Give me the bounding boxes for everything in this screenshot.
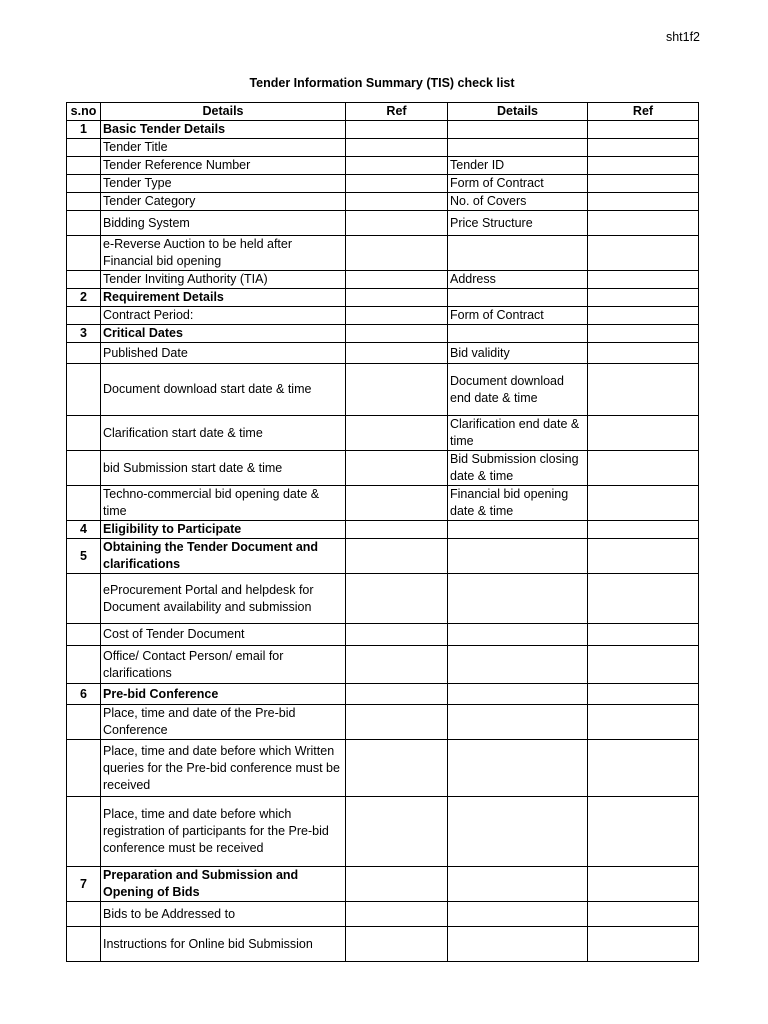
row-details-2: Tender ID <box>448 157 588 175</box>
row-ref-2 <box>588 343 699 364</box>
row-ref <box>346 325 448 343</box>
table-row <box>67 325 699 343</box>
row-details: Techno-commercial bid opening date & time <box>101 486 346 521</box>
row-details: Contract Period: <box>101 307 346 325</box>
row-number: 5 <box>67 539 101 574</box>
checklist-table <box>66 102 699 962</box>
row-number <box>67 927 101 962</box>
row-ref <box>346 705 448 740</box>
row-details: Office/ Contact Person/ email for clarifications <box>101 646 346 684</box>
row-ref <box>346 740 448 797</box>
table-row <box>67 236 699 271</box>
row-ref-2 <box>588 646 699 684</box>
row-ref-2 <box>588 175 699 193</box>
row-number <box>67 175 101 193</box>
table-row <box>67 539 699 574</box>
table-row <box>67 624 699 646</box>
row-details: Published Date <box>101 343 346 364</box>
row-number: 7 <box>67 867 101 902</box>
row-details-2 <box>448 646 588 684</box>
row-details-2 <box>448 521 588 539</box>
checklist-body <box>67 121 699 962</box>
table-row <box>67 343 699 364</box>
row-ref-2 <box>588 705 699 740</box>
row-details: Critical Dates <box>101 325 346 343</box>
table-row <box>67 211 699 236</box>
row-number <box>67 646 101 684</box>
row-details: Place, time and date of the Pre-bid Conference <box>101 705 346 740</box>
row-number <box>67 364 101 416</box>
column-header-details-2: Details <box>448 103 588 121</box>
row-number <box>67 271 101 289</box>
row-ref-2 <box>588 307 699 325</box>
row-ref <box>346 271 448 289</box>
header-row <box>67 103 699 121</box>
row-ref <box>346 574 448 624</box>
row-ref-2 <box>588 902 699 927</box>
table-row <box>67 646 699 684</box>
row-ref-2 <box>588 927 699 962</box>
row-ref-2 <box>588 486 699 521</box>
row-ref <box>346 193 448 211</box>
row-details: e-Reverse Auction to be held after Financial bid opening <box>101 236 346 271</box>
row-ref <box>346 211 448 236</box>
table-row <box>67 486 699 521</box>
row-number <box>67 193 101 211</box>
row-details-2: Form of Contract <box>448 307 588 325</box>
row-ref-2 <box>588 740 699 797</box>
table-row <box>67 416 699 451</box>
row-ref <box>346 289 448 307</box>
table-row <box>67 139 699 157</box>
row-details-2 <box>448 121 588 139</box>
row-ref-2 <box>588 211 699 236</box>
row-number: 6 <box>67 684 101 705</box>
row-ref-2 <box>588 574 699 624</box>
row-number <box>67 416 101 451</box>
row-details-2 <box>448 927 588 962</box>
row-number <box>67 797 101 867</box>
row-number <box>67 343 101 364</box>
row-ref <box>346 121 448 139</box>
row-details: Place, time and date before which registration of participants for the Pre-bid conference must be received <box>101 797 346 867</box>
row-ref-2 <box>588 867 699 902</box>
table-row <box>67 521 699 539</box>
table-row <box>67 175 699 193</box>
row-ref <box>346 157 448 175</box>
row-ref-2 <box>588 364 699 416</box>
document-title: Tender Information Summary (TIS) check list <box>249 76 515 90</box>
row-details-2 <box>448 797 588 867</box>
row-details: Cost of Tender Document <box>101 624 346 646</box>
table-row <box>67 574 699 624</box>
row-number <box>67 211 101 236</box>
row-ref <box>346 684 448 705</box>
row-ref-2 <box>588 539 699 574</box>
row-number: 3 <box>67 325 101 343</box>
row-ref-2 <box>588 684 699 705</box>
row-number <box>67 157 101 175</box>
row-number <box>67 624 101 646</box>
row-details-2: Bid validity <box>448 343 588 364</box>
row-ref <box>346 343 448 364</box>
row-ref <box>346 486 448 521</box>
row-ref-2 <box>588 157 699 175</box>
row-ref-2 <box>588 416 699 451</box>
row-number <box>67 139 101 157</box>
row-number <box>67 574 101 624</box>
table-row <box>67 684 699 705</box>
row-details-2 <box>448 139 588 157</box>
row-ref <box>346 646 448 684</box>
row-number: 1 <box>67 121 101 139</box>
row-ref <box>346 797 448 867</box>
row-details-2 <box>448 325 588 343</box>
table-row <box>67 902 699 927</box>
row-ref-2 <box>588 236 699 271</box>
row-ref-2 <box>588 289 699 307</box>
row-details-2: Financial bid opening date & time <box>448 486 588 521</box>
row-ref <box>346 451 448 486</box>
row-details-2: No. of Covers <box>448 193 588 211</box>
row-details: Basic Tender Details <box>101 121 346 139</box>
row-number <box>67 740 101 797</box>
row-details: Document download start date & time <box>101 364 346 416</box>
row-details-2: Price Structure <box>448 211 588 236</box>
table-row <box>67 364 699 416</box>
table-row <box>67 867 699 902</box>
row-details-2 <box>448 236 588 271</box>
row-ref-2 <box>588 325 699 343</box>
row-ref-2 <box>588 797 699 867</box>
row-ref-2 <box>588 193 699 211</box>
row-details: Tender Inviting Authority (TIA) <box>101 271 346 289</box>
column-header-sno: s.no <box>67 103 101 121</box>
column-header-ref: Ref <box>346 103 448 121</box>
row-details: Place, time and date before which Written queries for the Pre-bid conference must be received <box>101 740 346 797</box>
row-ref <box>346 624 448 646</box>
row-details: eProcurement Portal and helpdesk for Document availability and submission <box>101 574 346 624</box>
row-number <box>67 451 101 486</box>
table-row <box>67 307 699 325</box>
row-details-2: Form of Contract <box>448 175 588 193</box>
row-details-2 <box>448 867 588 902</box>
row-details: Preparation and Submission and Opening of Bids <box>101 867 346 902</box>
row-details-2: Bid Submission closing date & time <box>448 451 588 486</box>
row-details: Eligibility to Participate <box>101 521 346 539</box>
row-details-2 <box>448 574 588 624</box>
row-details: Tender Type <box>101 175 346 193</box>
row-details-2 <box>448 902 588 927</box>
row-ref-2 <box>588 624 699 646</box>
row-ref <box>346 867 448 902</box>
row-ref <box>346 902 448 927</box>
row-details-2 <box>448 705 588 740</box>
row-details: Requirement Details <box>101 289 346 307</box>
row-number <box>67 902 101 927</box>
row-ref <box>346 521 448 539</box>
row-ref <box>346 236 448 271</box>
table-row <box>67 157 699 175</box>
row-number <box>67 307 101 325</box>
table-row <box>67 451 699 486</box>
row-details-2 <box>448 289 588 307</box>
row-details-2: Address <box>448 271 588 289</box>
table-row <box>67 740 699 797</box>
row-ref-2 <box>588 139 699 157</box>
row-details-2 <box>448 539 588 574</box>
row-details: bid Submission start date & time <box>101 451 346 486</box>
sheet-id: sht1f2 <box>665 30 700 44</box>
row-ref <box>346 416 448 451</box>
row-details-2: Document download end date & time <box>448 364 588 416</box>
row-ref-2 <box>588 271 699 289</box>
table-row <box>67 797 699 867</box>
row-number: 2 <box>67 289 101 307</box>
column-header-ref-2: Ref <box>588 103 699 121</box>
row-number: 4 <box>67 521 101 539</box>
row-details: Clarification start date & time <box>101 416 346 451</box>
table-row <box>67 193 699 211</box>
row-ref <box>346 539 448 574</box>
row-details: Instructions for Online bid Submission <box>101 927 346 962</box>
row-ref-2 <box>588 451 699 486</box>
row-ref <box>346 139 448 157</box>
row-ref-2 <box>588 121 699 139</box>
row-number <box>67 705 101 740</box>
row-details-2 <box>448 740 588 797</box>
row-number <box>67 486 101 521</box>
table-row <box>67 705 699 740</box>
row-ref <box>346 307 448 325</box>
row-details: Pre-bid Conference <box>101 684 346 705</box>
table-row <box>67 289 699 307</box>
table-row <box>67 271 699 289</box>
row-details-2: Clarification end date & time <box>448 416 588 451</box>
column-header-details: Details <box>101 103 346 121</box>
row-details-2 <box>448 684 588 705</box>
row-number <box>67 236 101 271</box>
row-details-2 <box>448 624 588 646</box>
table-row <box>67 927 699 962</box>
table-row <box>67 121 699 139</box>
row-ref <box>346 927 448 962</box>
row-details: Bids to be Addressed to <box>101 902 346 927</box>
row-details: Bidding System <box>101 211 346 236</box>
row-details: Obtaining the Tender Document and clarifications <box>101 539 346 574</box>
row-details: Tender Category <box>101 193 346 211</box>
row-ref <box>346 175 448 193</box>
row-details: Tender Reference Number <box>101 157 346 175</box>
row-ref <box>346 364 448 416</box>
row-ref-2 <box>588 521 699 539</box>
row-details: Tender Title <box>101 139 346 157</box>
